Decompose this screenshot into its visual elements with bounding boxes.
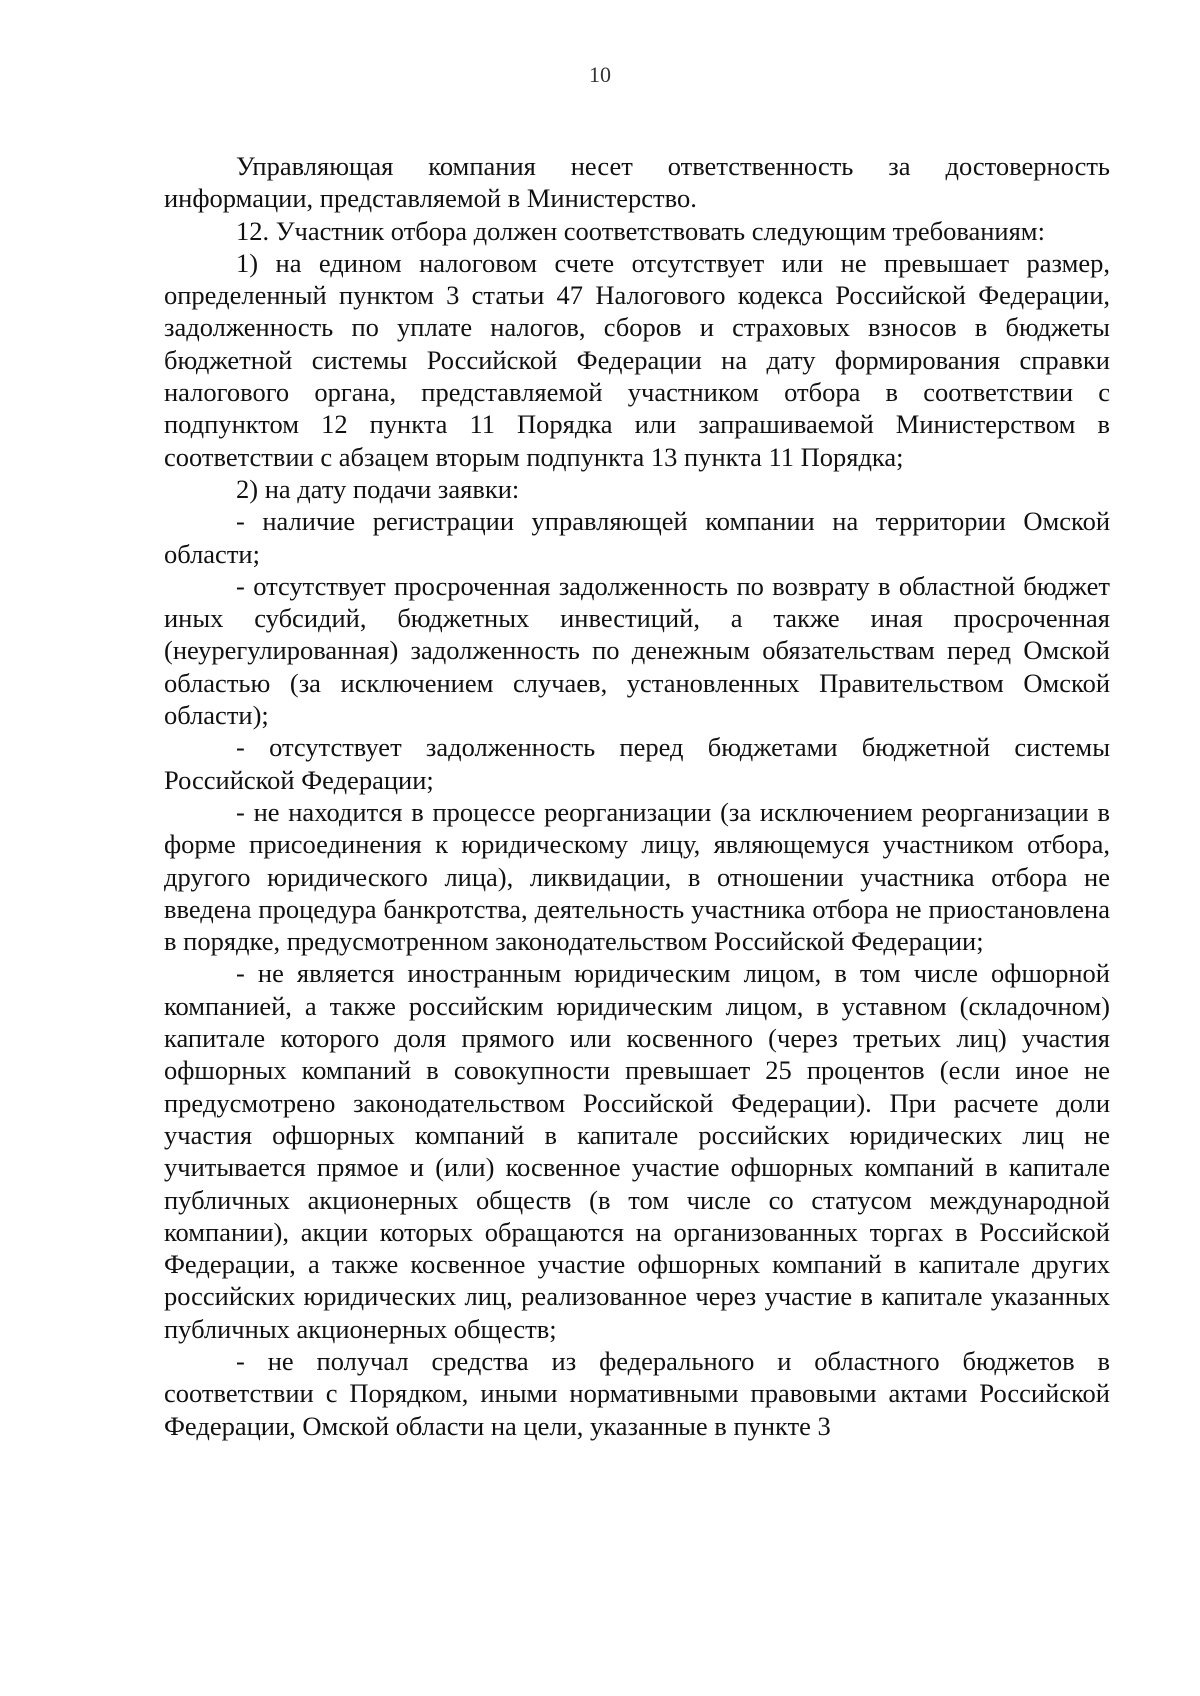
paragraph-subitem-1: 1) на едином налоговом счете отсутствует или не превышает размер, определенный пунктом 3 статьи 47 Налогового кодекса Российской Федерации, задолженность по уплате налогов, сборов и страховых взносов в бюджеты бюджетной системы Российской Федерации на дату формирования справки налогового органа, представляемой участником отбора в соответствии с подпунктом 12 пункта 11 Порядка или запрашиваемой Министерством в соответствии с абзацем вторым подпункта 13 пункта 11 Порядка; (164, 247, 1110, 472)
bullet-overdue-debt: - отсутствует просроченная задолженность по возврату в областной бюджет иных субсидий, бюджетных инвестиций, а также иная просроченная (неурегулированная) задолженность по денежным обязательствам перед Омской областью (за исключением случаев, установленных Правительством Омской области); (164, 570, 1110, 731)
paragraph-item-12: 12. Участник отбора должен соответствовать следующим требованиям: (236, 215, 1045, 246)
bullet-registration: - наличие регистрации управляющей компании на территории Омской области; (164, 506, 1110, 569)
paragraph-subitem-2: 2) на дату подачи заявки: (236, 473, 520, 504)
paragraph-responsibility: Управляющая компания несет ответственность за достоверность информации, представляемой в Министерство. (164, 151, 1110, 214)
bullet-no-funds-received: - не получал средства из федерального и областного бюджетов в соответствии с Порядком, иными нормативными правовыми актами Российской Федерации, Омской области на цели, указанные в пункте 3 (164, 1345, 1110, 1441)
page-number: 10 (589, 62, 611, 87)
bullet-budget-debt: - отсутствует задолженность перед бюджетами бюджетной системы Российской Федерации; (164, 732, 1110, 795)
bullet-foreign-entity: - не является иностранным юридическим лицом, в том числе офшорной компанией, а также российским юридическим лицом, в уставном (складочном) капитале которого доля прямого или косвенного (через третьих лиц) участия офшорных компаний в совокупности превышает 25 процентов (если иное не предусмотрено законодательством Российской Федерации). При расчете доли участия офшорных компаний в капитале российских юридических лиц не учитывается прямое и (или) косвенное участие офшорных компаний в капитале публичных акционерных обществ (в том числе со статусом международной компании), акции которых обращаются на организованных торгах в Российской Федерации, а также косвенное участие офшорных компаний в капитале других российских юридических лиц, реализованное через участие в капитале указанных публичных акционерных обществ; (164, 958, 1110, 1344)
document-body (164, 150, 1110, 1442)
bullet-reorganization: - не находится в процессе реорганизации (за исключением реорганизации в форме присоединения к юридическому лицу, являющемуся участником отбора, другого юридического лица), ликвидации, в отношении участника отбора не введена процедура банкротства, деятельность участника отбора не приостановлена в порядке, предусмотренном законодательством Российской Федерации; (164, 796, 1110, 957)
